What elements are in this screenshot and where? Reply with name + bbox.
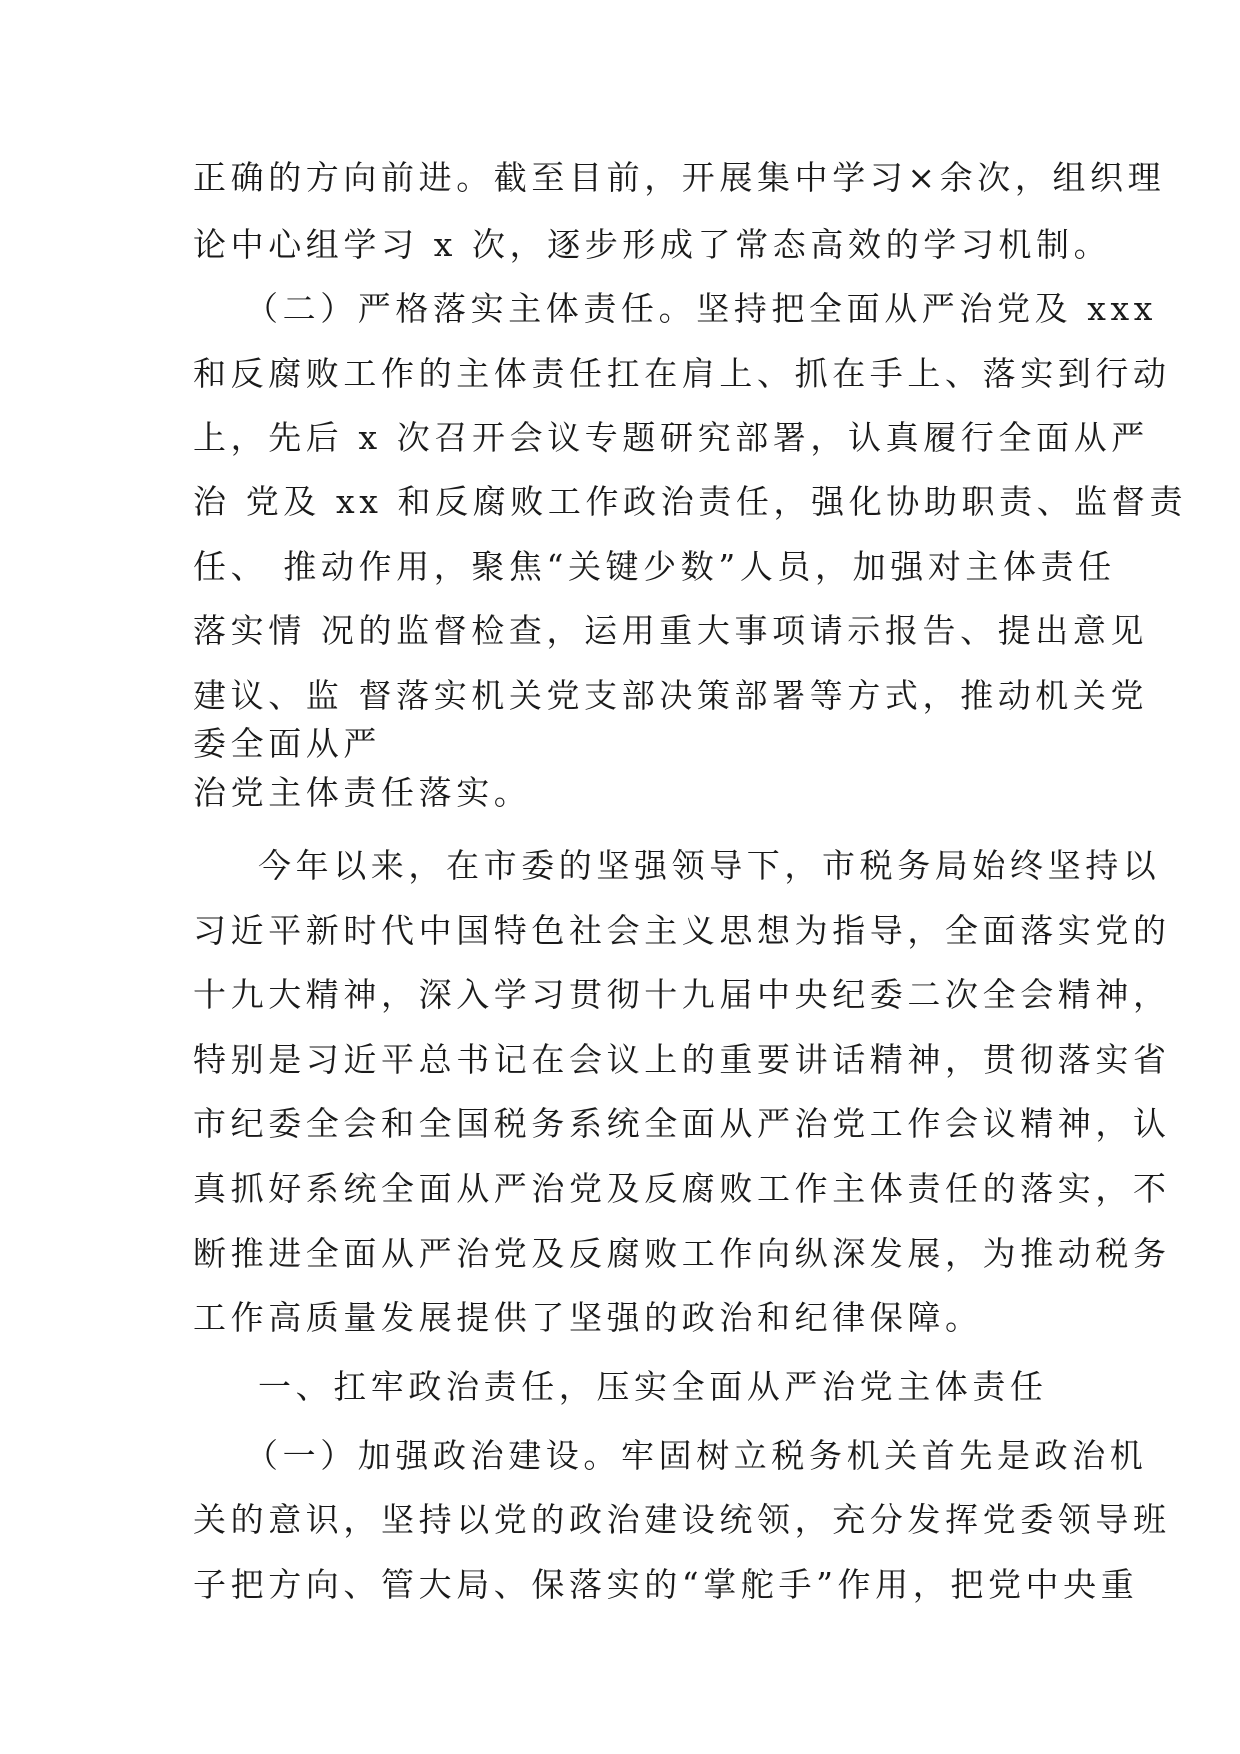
- subsection-heading: （一）加强政治建设。牢固树立税务机关首先是政治机: [245, 1436, 1148, 1475]
- text-line: 特别是习近平总书记在会议上的重要讲话精神，贯彻落实省: [193, 1040, 1171, 1079]
- text-line: 上，先后 x 次召开会议专题研究部署，认真履行全面从严: [193, 418, 1149, 457]
- text-line: 断推进全面从严治党及反腐败工作向纵深发展，为推动税务: [193, 1234, 1171, 1273]
- text-line: 建议、监 督落实机关党支部决策部署等方式，推动机关党: [193, 676, 1149, 715]
- text-line: 正确的方向前进。截至目前，开展集中学习×余次，组织理: [193, 158, 1166, 197]
- text-line: 十九大精神，深入学习贯彻十九届中央纪委二次全会精神，: [193, 975, 1171, 1014]
- text-line: 治 党及 xx 和反腐败工作政治责任，强化协助职责、监督责: [193, 482, 1188, 521]
- text-line: 治党主体责任落实。: [193, 773, 532, 812]
- text-line: 和反腐败工作的主体责任扛在肩上、抓在手上、落实到行动: [193, 354, 1171, 393]
- text-line: 子把方向、管大局、保落实的“掌舵手”作用，把党中央重: [193, 1565, 1139, 1604]
- text-line: 落实情 况的监督检查，运用重大事项请示报告、提出意见: [193, 611, 1149, 650]
- text-line: 委全面从严: [193, 724, 381, 763]
- text-line: 关的意识，坚持以党的政治建设统领，充分发挥党委领导班: [193, 1500, 1171, 1539]
- text-line: 论中心组学习 x 次，逐步形成了常态高效的学习机制。: [193, 225, 1112, 264]
- section-heading: 一、扛牢政治责任，压实全面从严治党主体责任: [258, 1367, 1048, 1406]
- text-line: 任、 推动作用，聚焦“关键少数”人员，加强对主体责任: [193, 547, 1116, 586]
- paragraph-start: 今年以来，在市委的坚强领导下，市税务局始终坚持以: [258, 846, 1161, 885]
- text-line: 市纪委全会和全国税务系统全面从严治党工作会议精神，认: [193, 1104, 1171, 1143]
- text-line: 习近平新时代中国特色社会主义思想为指导，全面落实党的: [193, 911, 1171, 950]
- text-line: 工作高质量发展提供了坚强的政治和纪律保障。: [193, 1298, 983, 1337]
- text-line: 真抓好系统全面从严治党及反腐败工作主体责任的落实，不: [193, 1169, 1171, 1208]
- section-heading: （二）严格落实主体责任。坚持把全面从严治党及 xxx: [245, 289, 1157, 328]
